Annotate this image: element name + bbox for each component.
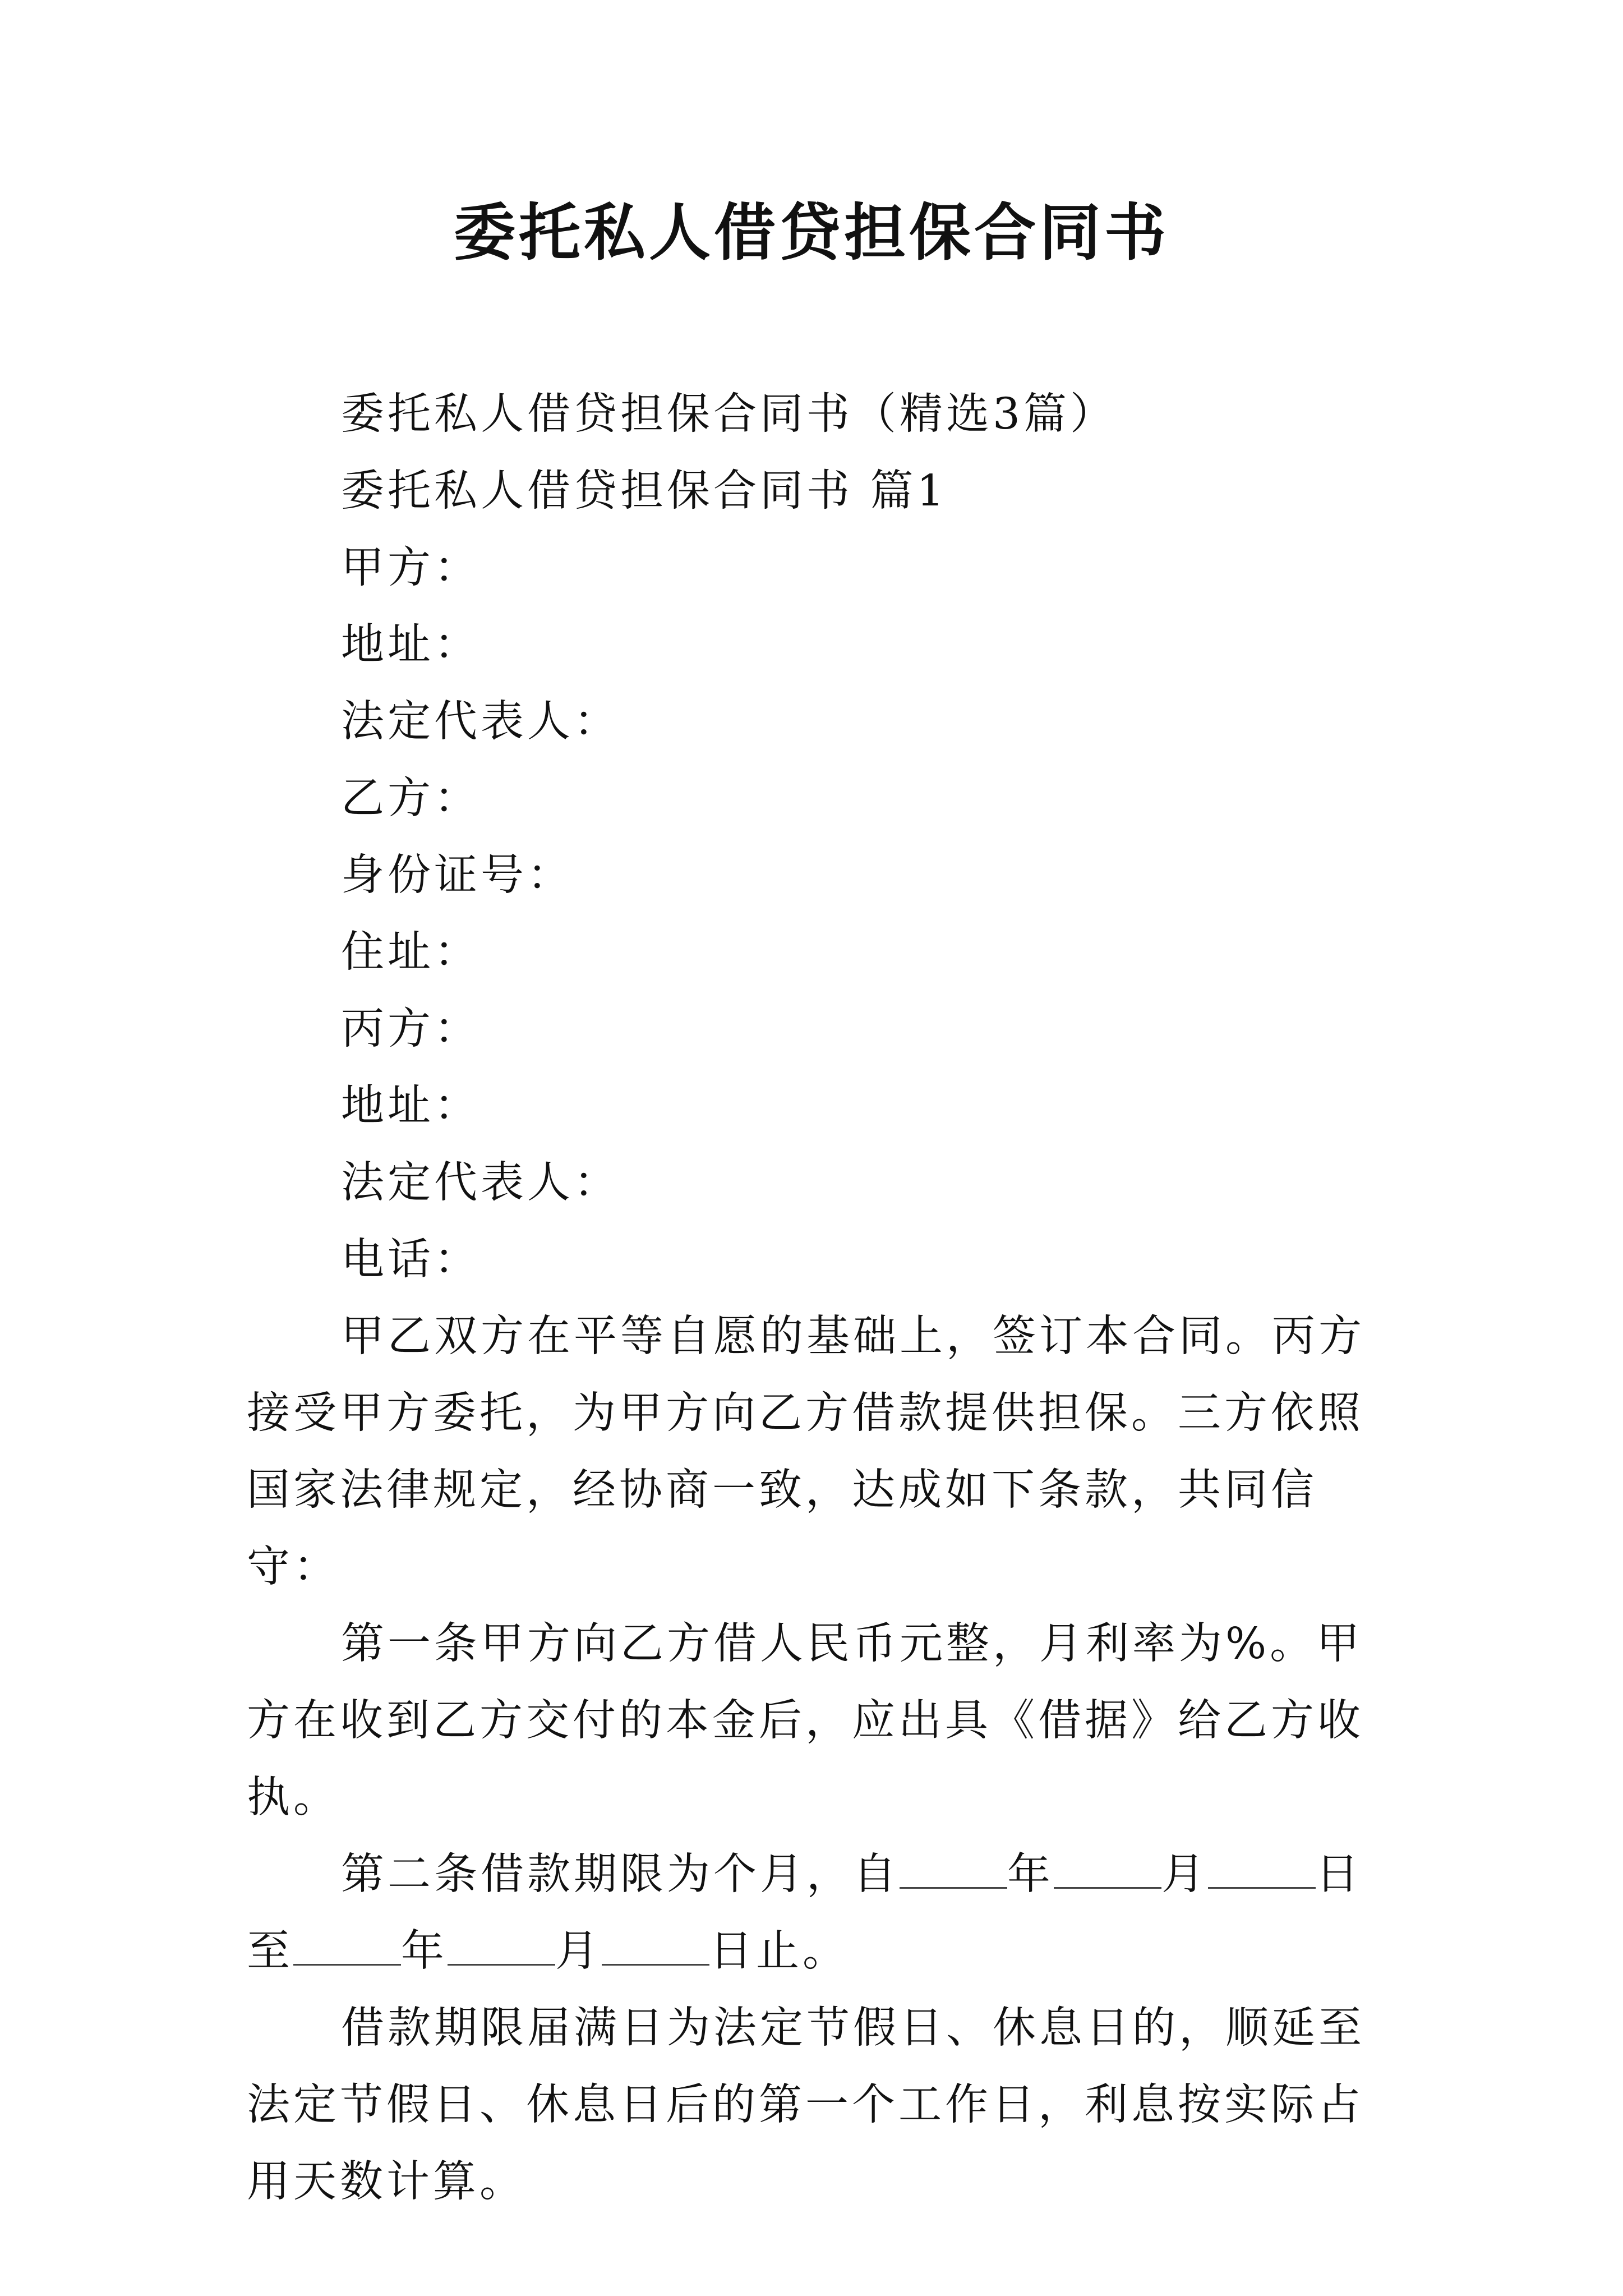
paragraph-intro: 甲乙双方在平等自愿的基础上，签订本合同。丙方接受甲方委托，为甲方向乙方借款提供担保。三方依照国家法律规定，经协商一致，达成如下条款，共同信守： bbox=[247, 1312, 1365, 1592]
blank-start-year bbox=[900, 1846, 1007, 1889]
party-a-field: 甲方： bbox=[341, 543, 481, 593]
label-month-end: 月 bbox=[555, 1926, 602, 1976]
party-c-legal-rep-field: 法定代表人： bbox=[341, 1158, 620, 1208]
party-c-address-field: 地址： bbox=[341, 1081, 481, 1131]
label-year-end: 年 bbox=[401, 1926, 448, 1976]
party-b-field: 乙方： bbox=[341, 774, 481, 823]
blank-start-day bbox=[1208, 1846, 1316, 1889]
blank-end-year bbox=[293, 1923, 401, 1966]
section-heading: 委托私人借贷担保合同书 篇1 bbox=[341, 466, 948, 516]
blank-start-month bbox=[1054, 1846, 1161, 1889]
label-day-to: 日至 bbox=[247, 1849, 1362, 1976]
document-body bbox=[247, 376, 1391, 2220]
subtitle: 委托私人借贷担保合同书（精选3篇） bbox=[341, 389, 1117, 439]
party-a-legal-rep-field: 法定代表人： bbox=[341, 697, 620, 747]
party-b-id-number-field: 身份证号： bbox=[341, 850, 574, 900]
phone-field: 电话： bbox=[341, 1235, 481, 1285]
party-b-residence-field: 住址： bbox=[341, 927, 481, 977]
paragraph-article-1: 第一条甲方向乙方借人民币元整，月利率为%。甲方在收到乙方交付的本金后，应出具《借据》给乙方收执。 bbox=[247, 1619, 1364, 1823]
blank-end-month bbox=[448, 1923, 555, 1966]
label-month: 月 bbox=[1161, 1849, 1208, 1899]
party-a-address-field: 地址： bbox=[341, 620, 481, 670]
label-year: 年 bbox=[1007, 1849, 1054, 1899]
label-day-end: 日止。 bbox=[709, 1926, 849, 1976]
document-title: 委托私人借贷担保合同书 bbox=[454, 196, 1169, 269]
blank-end-day bbox=[602, 1923, 709, 1966]
paragraph-due-date: 借款期限届满日为法定节假日、休息日的，顺延至法定节假日、休息日后的第一个工作日，利息按实际占用天数计算。 bbox=[247, 2003, 1365, 2207]
paragraph-article-2 bbox=[247, 1836, 1391, 1990]
article-2-lead: 第二条借款期限为个月，自 bbox=[341, 1849, 900, 1899]
party-c-field: 丙方： bbox=[341, 1004, 481, 1054]
